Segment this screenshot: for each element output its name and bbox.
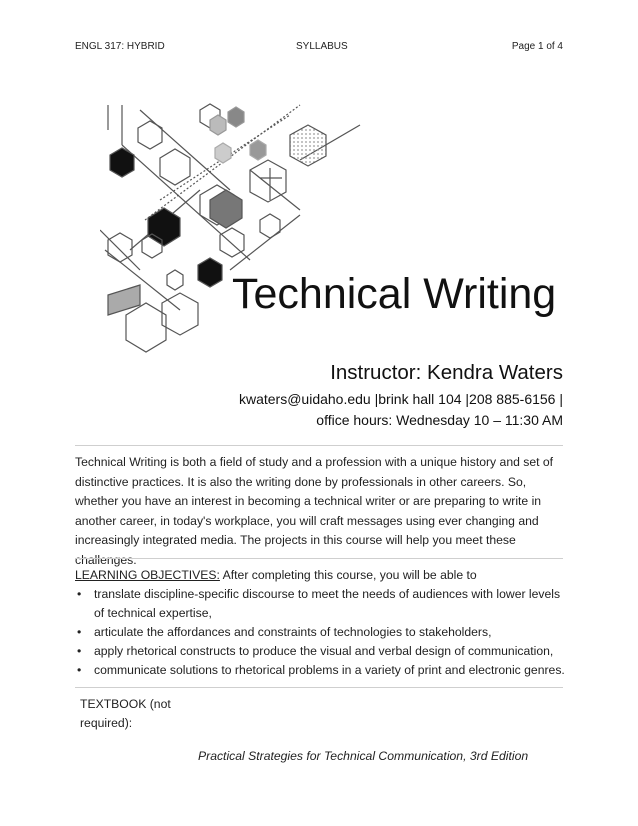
banner-title: Technical Writing bbox=[232, 270, 557, 318]
header-course: ENGL 317: HYBRID bbox=[75, 41, 165, 52]
office-hours: office hours: Wednesday 10 – 11:30 AM bbox=[316, 412, 563, 428]
header-doc-type: SYLLABUS bbox=[296, 41, 348, 52]
header-page-number: Page 1 of 4 bbox=[511, 41, 563, 52]
textbook-title: Practical Strategies for Technical Communication, 3rd Edition bbox=[198, 749, 529, 763]
course-description: Technical Writing is both a field of study and a profession with a unique history and set of distinctive practices. It is also the writing done by professionals in other careers. So, whether you have an interest in becoming a technical writer or are preparing to write in another career, in today's workplace, you will craft messages using ever changing and increasingly integrated media. The projects in this course will help you meet these challenges. bbox=[75, 455, 554, 567]
learning-objectives bbox=[75, 566, 565, 680]
objectives-intro bbox=[75, 566, 565, 585]
objectives-lead: After completing this course, you will be able to bbox=[219, 568, 477, 582]
list-item: • translate discipline-specific discourse to meet the needs of audiences with lower levels of technical expertise, bbox=[75, 585, 565, 623]
instructor-name: Instructor: Kendra Waters bbox=[330, 361, 563, 384]
divider bbox=[75, 687, 563, 688]
technical-writing-banner bbox=[100, 100, 570, 362]
objectives-list bbox=[75, 585, 565, 680]
divider bbox=[75, 445, 563, 446]
instructor-contact: kwaters@uidaho.edu |brink hall 104 |208 885-6156 | bbox=[238, 391, 563, 407]
objectives-label: LEARNING OBJECTIVES: bbox=[75, 568, 220, 582]
divider bbox=[75, 558, 563, 559]
list-item: • communicate solutions to rhetorical problems in a variety of print and electronic genres. bbox=[75, 661, 565, 680]
textbook-label: TEXTBOOK (not required): bbox=[80, 697, 171, 730]
list-item: • apply rhetorical constructs to produce the visual and verbal design of communication, bbox=[75, 642, 565, 661]
list-item: • articulate the affordances and constraints of technologies to stakeholders, bbox=[75, 623, 565, 642]
